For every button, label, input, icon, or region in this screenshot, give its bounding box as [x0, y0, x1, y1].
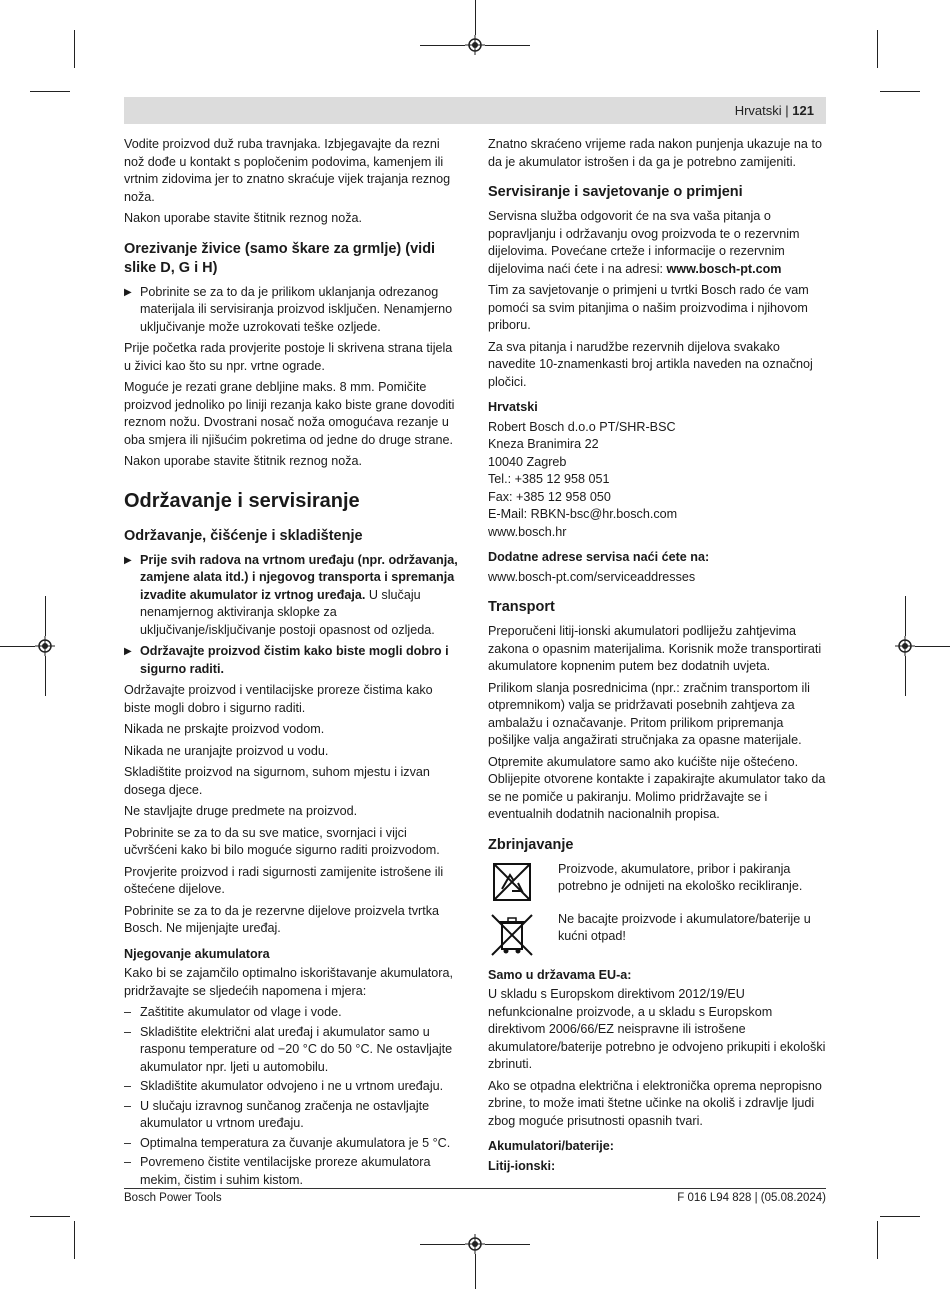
paragraph: Prije početka rada provjerite postoje li skrivena strana tijela u živici kao što su npr. vrtne ograde. — [124, 341, 453, 373]
paragraph: Preporučeni litij-ionski akumulatori podliježu zahtjevima zakona o opasnim materijalima. Korisnik može transportirati akumulatore kopnenim putem bez dodatnih uvjeta. — [488, 624, 822, 673]
subheading-country: Hrvatski — [488, 400, 538, 414]
paragraph: Servisna služba odgovorit će na sva vaša pitanja o popravljanju i održavanju ovog proizvoda te o rezervnim dijelovima. Povećane crteže i informacije o rezervnim dijelovima naći ćete i na adresi: www.bosch-pt.com — [488, 209, 800, 276]
arrow-bullet-icon: ▶ — [124, 646, 132, 657]
crop-mark — [420, 1244, 465, 1245]
section-heading-service: Servisiranje i savjetovanje o primjeni — [488, 184, 743, 200]
disposal-text: Ne bacajte proizvode i akumulatore/baterije u kućni otpad! — [558, 911, 811, 943]
section-heading-hedge: Orezivanje živice (samo škare za grmlje) (vidi slike D, G i H) — [124, 240, 436, 276]
crop-mark — [30, 91, 70, 92]
crop-mark — [475, 1254, 476, 1289]
list-item: – Skladištite akumulator odvojeno i ne u vrtnom uređaju. — [124, 1079, 444, 1093]
paragraph: Nakon uporabe stavite štitnik reznog noža. — [124, 454, 363, 468]
address-line: Tel.: +385 12 958 051 — [488, 472, 610, 486]
header-label — [735, 103, 814, 118]
paragraph: Ako se otpadna električna i elektronička oprema nepropisno zbrine, to može imati štetne učinke na okoliš i zdravlje ljudi zbog moguće prisutnosti opasnih tvari. — [488, 1078, 822, 1128]
crop-mark — [74, 1221, 75, 1259]
footer-brand: Bosch Power Tools — [124, 1192, 222, 1204]
address-line: Fax: +385 12 958 050 — [488, 489, 611, 504]
paragraph: Prilikom slanja posrednicima (npr.: zračnim transportom ili otpremnikom) valja se pridržavati posebnih zahtjeva za ambalažu i označavanje. Pritom prilikom pripremanja pošiljke valja angažirati stručnjaka za opasne materijale. — [488, 680, 810, 747]
crop-mark — [74, 30, 75, 68]
crop-mark — [475, 0, 476, 35]
arrow-bullet — [124, 552, 460, 640]
crop-mark — [905, 596, 906, 636]
crop-mark — [420, 45, 465, 46]
list-item: – Povremeno čistite ventilacijske proreze akumulatora mekim, čistim i suhim kistom. — [124, 1155, 431, 1187]
left-column — [124, 136, 460, 1191]
crop-mark — [45, 656, 46, 696]
crop-mark — [880, 1216, 920, 1217]
disposal-row — [488, 911, 828, 959]
paragraph: Nikada ne prskajte proizvod vodom. — [124, 722, 325, 736]
service-link[interactable]: www.bosch-pt.com — [666, 261, 782, 276]
bullet-bold-text: Prije svih radova na vrtnom uređaju (npr. održavanja, zamjene alata itd.) i njegovog transporta i spremanja izvadite akumulator iz vrtnog uređaja. — [140, 552, 458, 602]
list-item: – Zaštitite akumulator od vlage i vode. — [124, 1005, 342, 1019]
disposal-text: Proizvode, akumulatore, pribor i pakiranja potrebno je odnijeti na ekološko recikliranje. — [558, 861, 803, 893]
crop-mark — [877, 1221, 878, 1259]
list-item: – Skladištite električni alat uređaj i akumulator samo u rasponu temperature od −20 °C do 50 °C. Ne ostavljajte akumulator npr. ljeti u automobilu. — [124, 1024, 453, 1074]
disposal-row — [488, 861, 828, 903]
address-email[interactable]: E-Mail: RBKN-bsc@hr.bosch.com — [488, 507, 678, 521]
registration-mark-icon — [895, 636, 915, 656]
arrow-bullet — [124, 284, 460, 337]
list-item-text: Povremeno čistite ventilacijske proreze akumulatora mekim, čistim i suhim kistom. — [140, 1155, 431, 1187]
bullet-text: U slučaju nenamjernog aktiviranja sklopke za uključivanje/isključivanje postoji opasnost od ozljeda. — [140, 587, 435, 637]
crop-mark — [485, 45, 530, 46]
page-header — [124, 97, 826, 124]
arrow-bullet-icon: ▶ — [124, 554, 132, 566]
address-line: Kneza Branimira 22 — [488, 437, 599, 451]
arrow-bullet — [124, 643, 460, 678]
subheading-more-addresses: Dodatne adrese servisa naći ćete na: — [488, 550, 710, 564]
crop-mark — [905, 656, 906, 696]
paragraph: U skladu s Europskom direktivom 2012/19/EU nefunkcionalne proizvode, a u skladu s Europskom direktivom 2006/66/EZ neispravne ili istrošene akumulatore/baterije potrebno je odvojeno prikupiti i ekološki zbrinuti. — [488, 987, 826, 1071]
subheading-batteries: Akumulatori/baterije: — [488, 1139, 614, 1153]
registration-mark-icon — [465, 1234, 485, 1254]
header-separator: | — [785, 103, 789, 118]
list-item: – U slučaju izravnog sunčanog zračenja ne ostavljajte akumulator u vrtnom uređaju. — [124, 1098, 430, 1130]
chapter-heading-maintenance: Održavanje i servisiranje — [124, 489, 360, 512]
paragraph: Kako bi se zajamčilo optimalno iskorištavanje akumulatora, pridržavajte se sljedećih napomena i mjera: — [124, 966, 453, 998]
footer-divider — [124, 1188, 826, 1189]
list-item-text: U slučaju izravnog sunčanog zračenja ne ostavljajte akumulator u vrtnom uređaju. — [140, 1098, 430, 1130]
address-line: Robert Bosch d.o.o PT/SHR-BSC — [488, 419, 676, 434]
registration-mark-icon — [465, 35, 485, 55]
list-item-text: Zaštitite akumulator od vlage i vode. — [140, 1005, 342, 1019]
list-item-text: Optimalna temperatura za čuvanje akumulatora je 5 °C. — [140, 1135, 451, 1150]
page-number: 121 — [792, 103, 814, 118]
crossed-bin-icon — [488, 911, 536, 959]
list-item-text: Skladištite akumulator odvojeno i ne u vrtnom uređaju. — [140, 1079, 444, 1093]
bullet-bold-text: Održavajte proizvod čistim kako biste mogli dobro i sigurno raditi. — [140, 644, 449, 676]
paragraph: Provjerite proizvod i radi sigurnosti zamijenite istrošene ili oštećene dijelove. — [124, 864, 444, 896]
header-language: Hrvatski — [734, 103, 782, 118]
paragraph: Moguće je rezati grane debljine maks. 8 mm. Pomičite proizvod jednoliko po liniji rezanja kako biste grane dovoditi reznom nožu. Dvostrani nosač noža omogućava rezanje u oba smjera ili njišućim pokretima od jedne do druge strane. — [124, 380, 455, 447]
arrow-bullet-icon: ▶ — [124, 286, 132, 298]
paragraph: Održavajte proizvod i ventilacijske proreze čistima kako biste mogli dobro i sigurno raditi. — [124, 683, 433, 715]
paragraph: Vodite proizvod duž ruba travnjaka. Izbjegavajte da rezni nož dođe u kontakt s popločenim podovima, kamenjem ili vrtnim zidovima jer to znatno skraćuje vijek trajanja reznog noža. — [124, 137, 451, 204]
bullet-text: Pobrinite se za to da je prilikom uklanjanja odrezanog materijala ili servisiranja proizvod isključen. Nenamjerno uključivanje može uzrokovati teške ozljede. — [140, 284, 453, 334]
paragraph: Pobrinite se za to da su sve matice, svornjaci i vijci učvršćeni kako bi bilo moguće sigurno raditi proizvodom. — [124, 825, 440, 857]
crop-mark — [485, 1244, 530, 1245]
subheading-battery-care: Njegovanje akumulatora — [124, 946, 270, 961]
list-item-text: Skladištite električni alat uređaj i akumulator samo u rasponu temperature od −20 °C do 50 °C. Ne ostavljajte akumulator npr. ljeti u automobilu. — [140, 1024, 453, 1074]
address-website[interactable]: www.bosch.hr — [488, 524, 567, 539]
section-heading-disposal: Zbrinjavanje — [488, 836, 574, 853]
crop-mark — [877, 30, 878, 68]
more-addresses-link[interactable]: www.bosch-pt.com/serviceaddresses — [488, 569, 696, 584]
paragraph: Tim za savjetovanje o primjeni u tvrtki Bosch rado će vam pomoći sa svim pitanjima o našim proizvodima i njihovom priboru. — [488, 283, 809, 332]
crop-mark — [915, 646, 950, 647]
right-column — [488, 136, 828, 1177]
footer-doc-id: F 016 L94 828 | (05.08.2024) — [677, 1192, 826, 1204]
registration-mark-icon — [35, 636, 55, 656]
paragraph: Nakon uporabe stavite štitnik reznog noža. — [124, 211, 363, 225]
section-heading-transport: Transport — [488, 599, 555, 615]
crop-mark — [0, 646, 35, 647]
paragraph: Nikada ne uranjajte proizvod u vodu. — [124, 743, 329, 758]
subheading-li-ion: Litij-ionski: — [488, 1158, 556, 1173]
paragraph: Skladištite proizvod na sigurnom, suhom mjestu i izvan dosega djece. — [124, 765, 430, 797]
paragraph: Otpremite akumulatore samo ako kućište nije oštećeno. Oblijepite otvorene kontakte i zapakirajte akumulator tako da se ne pomiče u pakiranju. Molimo pridržavajte se i eventualnih dodatnih nacionalnih propisa. — [488, 754, 826, 821]
paragraph: Znatno skraćeno vrijeme rada nakon punjenja ukazuje na to da je akumulator istrošen i da ga je potrebno zamijeniti. — [488, 137, 822, 169]
recycle-symbol-icon — [488, 861, 536, 903]
subheading-eu: Samo u državama EU-a: — [488, 967, 632, 982]
list-item: – Optimalna temperatura za čuvanje akumulatora je 5 °C. — [124, 1135, 451, 1150]
crop-mark — [880, 91, 920, 92]
paragraph: Za sva pitanja i narudžbe rezervnih dijelova svakako navedite 10-znamenkasti broj artikla naveden na označnoj pločici. — [488, 339, 813, 389]
service-address — [488, 419, 828, 542]
crop-mark — [30, 1216, 70, 1217]
paragraph: Pobrinite se za to da je rezervne dijelove proizvela tvrtka Bosch. Ne mijenjajte uređaj. — [124, 903, 440, 935]
section-heading-cleaning: Održavanje, čišćenje i skladištenje — [124, 527, 363, 544]
address-line: 10040 Zagreb — [488, 454, 567, 469]
paragraph: Ne stavljajte druge predmete na proizvod. — [124, 804, 358, 818]
crop-mark — [45, 596, 46, 636]
